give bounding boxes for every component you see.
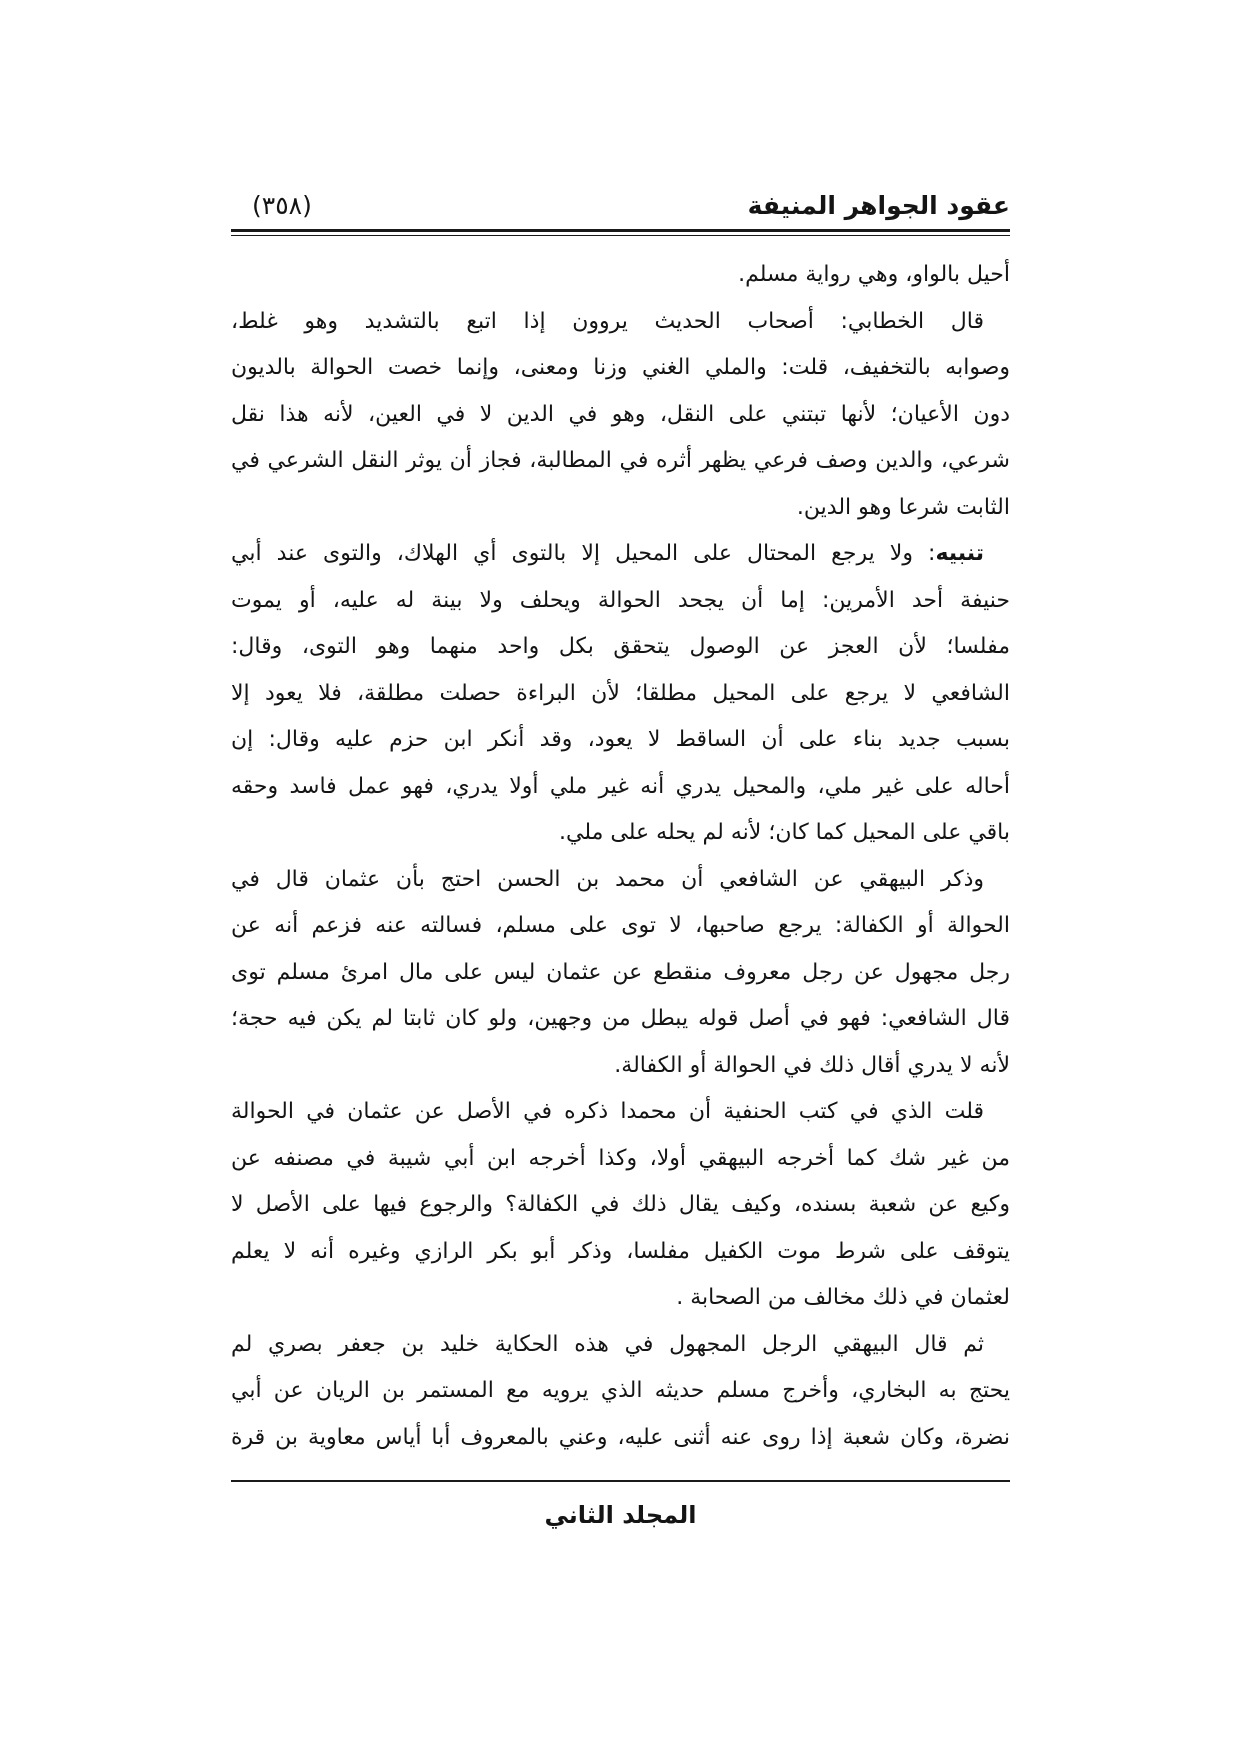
page-header (231, 184, 1010, 228)
text-line: وصوابه بالتخفيف، قلت: والملي الغني وزنا ومعنى، وإنما خصت الحوالة بالديون (231, 355, 1010, 380)
volume-label: المجلد الثاني (544, 1501, 697, 1529)
text-line: من غير شك كما أخرجه البيهقي أولا، وكذا أخرجه ابن أبي شيبة في مصنفه عن (231, 1145, 1010, 1171)
text-line: باقي على المحيل كما كان؛ لأنه لم يحله على ملي. (559, 820, 1010, 845)
text-line: يحتج به البخاري، وأخرج مسلم حديثه الذي يرويه مع المستمر بن الريان عن أبي (231, 1378, 1010, 1403)
footer-rule (231, 1480, 1010, 1482)
text-line: أحيل بالواو، وهي رواية مسلم. (738, 262, 1010, 287)
text-line: قال الشافعي: فهو في أصل قوله يبطل من وجهين، ولو كان ثابتا لم يكن فيه حجة؛ (231, 1006, 1010, 1031)
text-line: نضرة، وكان شعبة إذا روى عنه أثنى عليه، وعني بالمعروف أبا أياس معاوية بن قرة (231, 1424, 1010, 1450)
text-line: وكيع عن شعبة بسنده، وكيف يقال ذلك في الكفالة؟ والرجوع فيها على الأصل لا (231, 1192, 1010, 1217)
text-line: شرعي، والدين وصف فرعي يظهر أثره في المطالبة، فجاز أن يوثر النقل الشرعي في (231, 448, 1010, 473)
text-line: لعثمان في ذلك مخالف من الصحابة . (676, 1285, 1010, 1310)
text-line: حنيفة أحد الأمرين: إما أن يجحد الحوالة ويحلف ولا بينة له عليه، أو يموت (231, 587, 1010, 613)
header-rule-thin (231, 235, 1010, 236)
text-line: رجل مجهول عن رجل معروف منقطع عن عثمان ليس على مال امرئ مسلم توى (231, 959, 1010, 985)
text-line: دون الأعيان؛ لأنها تبتني على النقل، وهو في الدين لا في العين، لأنه هذا نقل (231, 401, 1010, 427)
text-line: وذكر البيهقي عن الشافعي أن محمد بن الحسن احتج بأن عثمان قال في (231, 866, 984, 892)
body-text (231, 252, 1010, 1461)
text-line: قال الخطابي: أصحاب الحديث يروون إذا اتبع بالتشديد وهو غلط، (231, 308, 984, 334)
text-line: ثم قال البيهقي الرجل المجهول في هذه الحكاية خليد بن جعفر بصري لم (231, 1331, 984, 1357)
running-title: عقود الجواهر المنيفة (747, 191, 1010, 220)
text-line: الحوالة أو الكفالة: يرجع صاحبها، لا توى على مسلم، فسالته عنه فزعم أنه عن (231, 913, 1010, 938)
text-line: قلت الذي في كتب الحنفية أن محمدا ذكره في الأصل عن عثمان في الحوالة (231, 1099, 984, 1124)
page-number: (٣٥٨) (252, 191, 312, 220)
text-line (231, 531, 1010, 578)
paragraph-lead: تنبيه (935, 541, 984, 566)
header-rule-thick (231, 229, 1010, 232)
text-line: الثابت شرعا وهو الدين. (796, 494, 1010, 520)
text-line: يتوقف على شرط موت الكفيل مفلسا، وذكر أبو بكر الرازي وغيره أنه لا يعلم (231, 1238, 1010, 1264)
text-line: بسبب جديد بناء على أن الساقط لا يعود، وقد أنكر ابن حزم عليه وقال: إن (231, 727, 1010, 752)
text-line: الشافعي لا يرجع على المحيل مطلقا؛ لأن البراءة حصلت مطلقة، فلا يعود إلا (231, 680, 1010, 706)
text-line: مفلسا؛ لأن العجز عن الوصول يتحقق بكل واحد منهما وهو التوى، وقال: (231, 634, 1010, 659)
text-line-rest: : ولا يرجع المحتال على المحيل إلا بالتوى أي الهلاك، والتوى عند أبي (231, 541, 936, 566)
text-line: لأنه لا يدري أقال ذلك في الحوالة أو الكفالة. (614, 1052, 1010, 1078)
text-line: أحاله على غير ملي، والمحيل يدري أنه غير ملي أولا يدري، فهو عمل فاسد وحقه (231, 773, 1010, 799)
